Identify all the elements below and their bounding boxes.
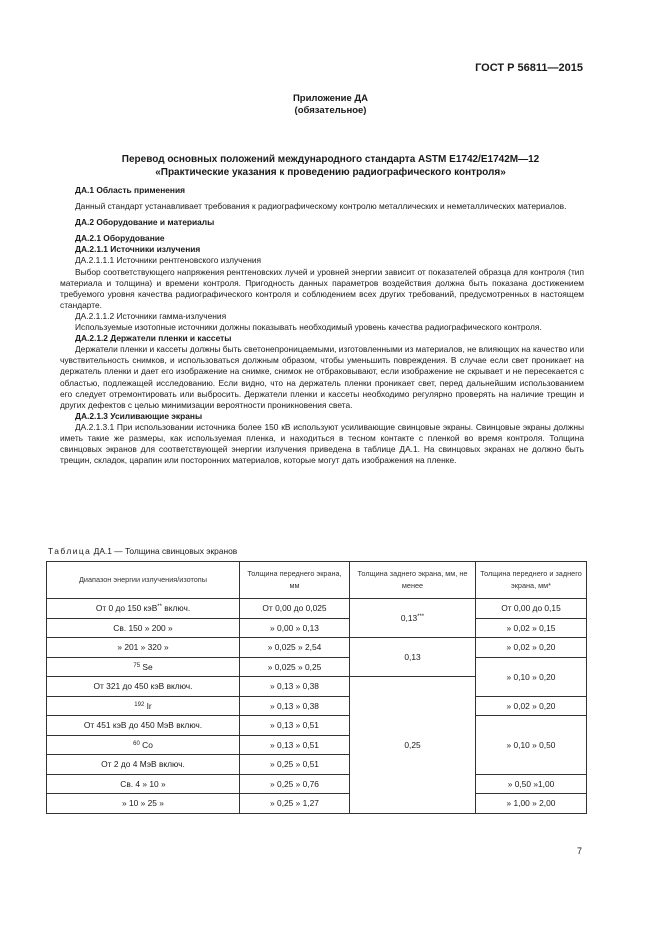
back-thickness-cell: 0,13*** — [350, 599, 476, 638]
front-thickness-cell: » 0,25 » 0,51 — [240, 755, 350, 775]
energy-cell: » 10 » 25 » — [47, 794, 240, 814]
body-text — [60, 185, 584, 466]
table-row — [47, 599, 587, 619]
back-thickness-cell: 0,13 — [350, 638, 476, 677]
document-title — [0, 154, 661, 179]
header-front-back-screen: Толщина переднего и заднего экрана, мм* — [476, 562, 587, 599]
front-thickness-cell: » 0,13 » 0,51 — [240, 735, 350, 755]
paragraph: ДА.2.1.3.1 При использовании источника более 150 кВ используют усиливающие свинцовые экраны. Свинцовые экраны должны иметь такие же размеры, как используемая пленка, и находиться в тесном контакте с пленкой во время контроля. Толщина свинцовых экранов для соответствующей энергии излучения приведена в таблице ДА.1. На свинцовых экранах не должно быть трещин, складок, царапин или посторонних материалов, которые могут дать изображения на пленке. — [60, 421, 584, 466]
subsection-heading: ДА.2.1.3 Усиливающие экраны — [75, 410, 203, 421]
table-header-row — [47, 562, 587, 599]
header-front-screen: Толщина переднего экрана, мм — [240, 562, 350, 599]
front-thickness-cell: » 0,25 » 0,76 — [240, 774, 350, 794]
front-back-thickness-cell: » 0,02 » 0,20 — [476, 696, 587, 716]
front-thickness-cell: » 0,00 » 0,13 — [240, 618, 350, 638]
title-line-2: «Практические указания к проведению радиографического контроля» — [155, 166, 506, 178]
energy-cell: От 0 до 150 кэВ** включ. — [47, 599, 240, 619]
energy-cell: » 201 » 320 » — [47, 638, 240, 658]
front-thickness-cell: » 0,13 » 0,38 — [240, 696, 350, 716]
section-heading: ДА.2 Оборудование и материалы — [75, 217, 215, 228]
subsection-heading: ДА.2.1.1.1 Источники рентгеновского излучения — [75, 255, 262, 266]
front-thickness-cell: » 0,025 » 0,25 — [240, 657, 350, 677]
energy-cell: Св. 4 » 10 » — [47, 774, 240, 794]
energy-cell: От 321 до 450 кэВ включ. — [47, 677, 240, 697]
front-thickness-cell: » 0,25 » 1,27 — [240, 794, 350, 814]
table-row — [47, 618, 587, 638]
annex-title: Приложение ДА — [292, 93, 369, 104]
paragraph: Данный стандарт устанавливает требования к радиографическому контролю металлических и неметаллических материалов. — [75, 201, 567, 212]
paragraph: Держатели пленки и кассеты должны быть светонепроницаемыми, изготовленными из материалов, не влияющих на качество или чувствительность снимков, и использоваться должным образом, чтобы уменьшить повреждения. В случае если свет проникает на держатель пленки и дает его изображение на снимке, снимок не отбраковывают, если изображение не скрывает и не пересекается с областью, подлежащей исследованию. Если видно, что на держатель пленки проникает свет, перед дальнейшим использованием его следует отремонтировать или выбросить. Держатели пленки и кассеты необходимо регулярно проверять на наличие трещин и других дефектов с целью минимизации вероятности проникновения света. — [60, 344, 584, 410]
energy-cell: От 2 до 4 МэВ включ. — [47, 755, 240, 775]
paragraph: Выбор соответствующего напряжения рентгеновских лучей и уровней энергии зависит от показателей образца для контроля (тип материала и толщина) и времени контроля. Пригодность данных параметров воздействия должна быть показана достижением требуемого уровня качества радиографического контроля и соблюдением всех других требований, предусмотренных в настоящем стандарте. — [60, 266, 584, 310]
page-number: 7 — [577, 846, 583, 856]
front-back-thickness-cell: » 0,50 »1,00 — [476, 774, 587, 794]
title-line-1: Перевод основных положений международного стандарта ASTM E1742/E1742M—12 — [121, 154, 540, 165]
table-caption-label: Таблица — [48, 546, 92, 556]
subsection-heading: ДА.2.1.1 Источники излучения — [75, 244, 201, 255]
front-back-thickness-cell: » 1,00 » 2,00 — [476, 794, 587, 814]
front-thickness-cell: » 0,025 » 2,54 — [240, 638, 350, 658]
table-row — [47, 657, 587, 677]
annex-heading — [0, 93, 661, 117]
table-row — [47, 638, 587, 658]
subsection-heading: ДА.2.1 Оборудование — [75, 233, 165, 244]
front-thickness-cell: » 0,13 » 0,38 — [240, 677, 350, 697]
table-caption-text: ДА.1 — Толщина свинцовых экранов — [91, 546, 238, 556]
front-thickness-cell: От 0,00 до 0,025 — [240, 599, 350, 619]
isotope-cell: $^{192}$ Ir — [47, 696, 240, 716]
section-heading: ДА.1 Область применения — [75, 185, 186, 195]
table-row — [47, 716, 587, 736]
front-back-thickness-cell: » 0,10 » 0,20 — [476, 657, 587, 696]
front-thickness-cell: » 0,13 » 0,51 — [240, 716, 350, 736]
isotope-cell: $^{75}$ Se — [47, 657, 240, 677]
table-row — [47, 774, 587, 794]
annex-status: (обязательное) — [294, 105, 367, 116]
header-back-screen: Толщина заднего экрана, мм, не менее — [350, 562, 476, 599]
front-back-thickness-cell: » 0,10 » 0,50 — [476, 716, 587, 775]
front-back-thickness-cell: От 0,00 до 0,15 — [476, 599, 587, 619]
document-code: ГОСТ Р 56811—2015 — [475, 62, 583, 74]
back-thickness-cell: 0,25 — [350, 677, 476, 814]
isotope-cell: $^{60}$ Co — [47, 735, 240, 755]
energy-cell: Св. 150 » 200 » — [47, 618, 240, 638]
subsection-heading: ДА.2.1.1.2 Источники гамма-излучения — [75, 310, 227, 321]
energy-cell: От 451 кэВ до 450 МэВ включ. — [47, 716, 240, 736]
paragraph: Используемые изотопные источники должны показывать необходимый уровень качества радиографического контроля. — [75, 322, 542, 333]
subsection-heading: ДА.2.1.2 Держатели пленки и кассеты — [75, 333, 232, 344]
front-back-thickness-cell: » 0,02 » 0,15 — [476, 618, 587, 638]
header-energy-range: Диапазон энергии излучения/изотопы — [47, 562, 240, 599]
table-caption — [48, 546, 237, 556]
table-row — [47, 794, 587, 814]
front-back-thickness-cell: » 0,02 » 0,20 — [476, 638, 587, 658]
lead-screen-table — [46, 561, 587, 814]
table-row — [47, 696, 587, 716]
